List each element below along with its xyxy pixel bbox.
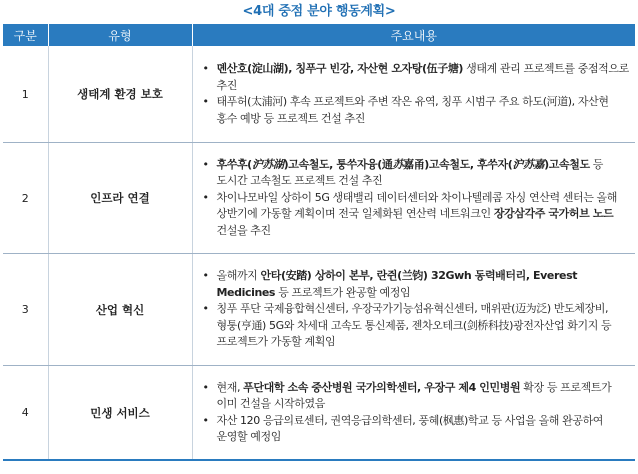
- bullet-item: [199, 268, 630, 301]
- bullet-text-segment: 장강삼각주 국가허브 노드: [493, 207, 614, 221]
- bullet-text-segment: 생태계 관리 프로젝트를 중점적으로 추진: [216, 62, 629, 92]
- bullet-item: [199, 301, 630, 351]
- bullet-text-segment: 뎬산호(淀山湖), 칭푸구 빈강, 자산현 오자탕(伍子塘): [216, 62, 464, 75]
- bullet-list: [199, 61, 630, 127]
- bullet-text-segment: 칭푸 푸단 국제융합혁신센터, 우장국가기능섬유혁신센터, 매위판(迈为泛) 반도체장비, 형퉁(亨通) 5G와 차세대 고속도 통신제품, 젠차오테크(剑桥科技)광전자산업 화기지 등 프로젝트가 가동할 계획임: [216, 302, 612, 349]
- bullet-text-segment: 嘉甬)고속철도, 후쑤자(: [403, 157, 513, 171]
- bullet-text-segment: 沪苏湖: [251, 157, 284, 171]
- bullet-text-segment: 후쑤후(: [216, 157, 252, 171]
- document-title: <4대 중점 분야 행동계획>: [242, 4, 396, 19]
- row-content: [192, 46, 635, 143]
- row-number: 4: [3, 366, 48, 460]
- bullet-text-segment: 현재,: [216, 380, 244, 394]
- row-content: [192, 254, 635, 366]
- table-row: [3, 143, 635, 254]
- bullet-text-segment: 확장 등 프로젝트가 이미 건설을 시작하였음: [216, 380, 612, 410]
- bullet-text-segment: )고속철도: [544, 157, 590, 171]
- bullet-text-segment: 苏: [392, 157, 404, 171]
- row-type: 인프라 연결: [48, 143, 192, 254]
- bullet-item: [199, 380, 630, 413]
- bullet-text-segment: 안타(安踏) 상하이 본부, 란쥔(兰钧) 32Gwh 동력배터리, Everest Medicines: [216, 269, 578, 299]
- bullet-text-segment: 올해까지: [216, 269, 261, 283]
- bullet-text-segment: 沪苏嘉: [512, 157, 545, 171]
- row-type: 산업 혁신: [48, 254, 192, 366]
- bullet-list: [199, 268, 630, 351]
- row-content: [192, 366, 635, 460]
- bullet-list: [199, 157, 630, 240]
- table-bottom-rule: [3, 459, 635, 461]
- bullet-list: [199, 380, 630, 446]
- bullet-item: [199, 61, 630, 94]
- table-row: [3, 366, 635, 460]
- row-type: 민생 서비스: [48, 366, 192, 460]
- row-number: 3: [3, 254, 48, 366]
- bullet-item: [199, 190, 630, 240]
- table-row: [3, 46, 635, 143]
- bullet-text-segment: 등 프로젝트가 완공할 예정임: [275, 285, 411, 299]
- bullet-text-segment: 푸단대학 소속 중산병원 국가의학센터, 우장구 제4 인민병원: [243, 380, 521, 394]
- table-header-row: [3, 24, 635, 46]
- row-number: 2: [3, 143, 48, 254]
- bullet-item: [199, 413, 630, 446]
- bullet-item: [199, 94, 630, 127]
- table-row: [3, 254, 635, 366]
- row-type: 생태계 환경 보호: [48, 46, 192, 143]
- bullet-text-segment: 건설을 추진: [216, 223, 271, 237]
- header-type: 유형: [48, 24, 192, 46]
- action-plan-table: [3, 24, 635, 459]
- header-main-content: 주요내용: [192, 24, 635, 46]
- bullet-text-segment: 자산 120 응급의료센터, 권역응급의학센터, 풍혜(枫惠)학교 등 사업을 올해 완공하여 운영할 예정임: [216, 413, 604, 443]
- header-category: 구분: [3, 24, 48, 46]
- bullet-item: [199, 157, 630, 190]
- row-content: [192, 143, 635, 254]
- bullet-text-segment: 태푸허(太浦河) 후속 프로젝트와 주변 작은 유역, 칭푸 시범구 주요 하도(河道), 자산현 홍수 예방 등 프로젝트 건설 추진: [216, 95, 609, 125]
- bullet-text-segment: 차이나모바일 상하이 5G 생태밸리 데이터센터와 차이나텔레콤 자싱 연산력 센터는 올해 상반기에 가동할 계획이며 전국 일체화된 연산력 네트워크인: [216, 190, 617, 221]
- bullet-text-segment: )고속철도, 퉁쑤자융(通: [283, 157, 393, 171]
- row-number: 1: [3, 46, 48, 143]
- bullet-text-segment: 등 도시간 고속철도 프로젝트 건설 추진: [216, 157, 604, 188]
